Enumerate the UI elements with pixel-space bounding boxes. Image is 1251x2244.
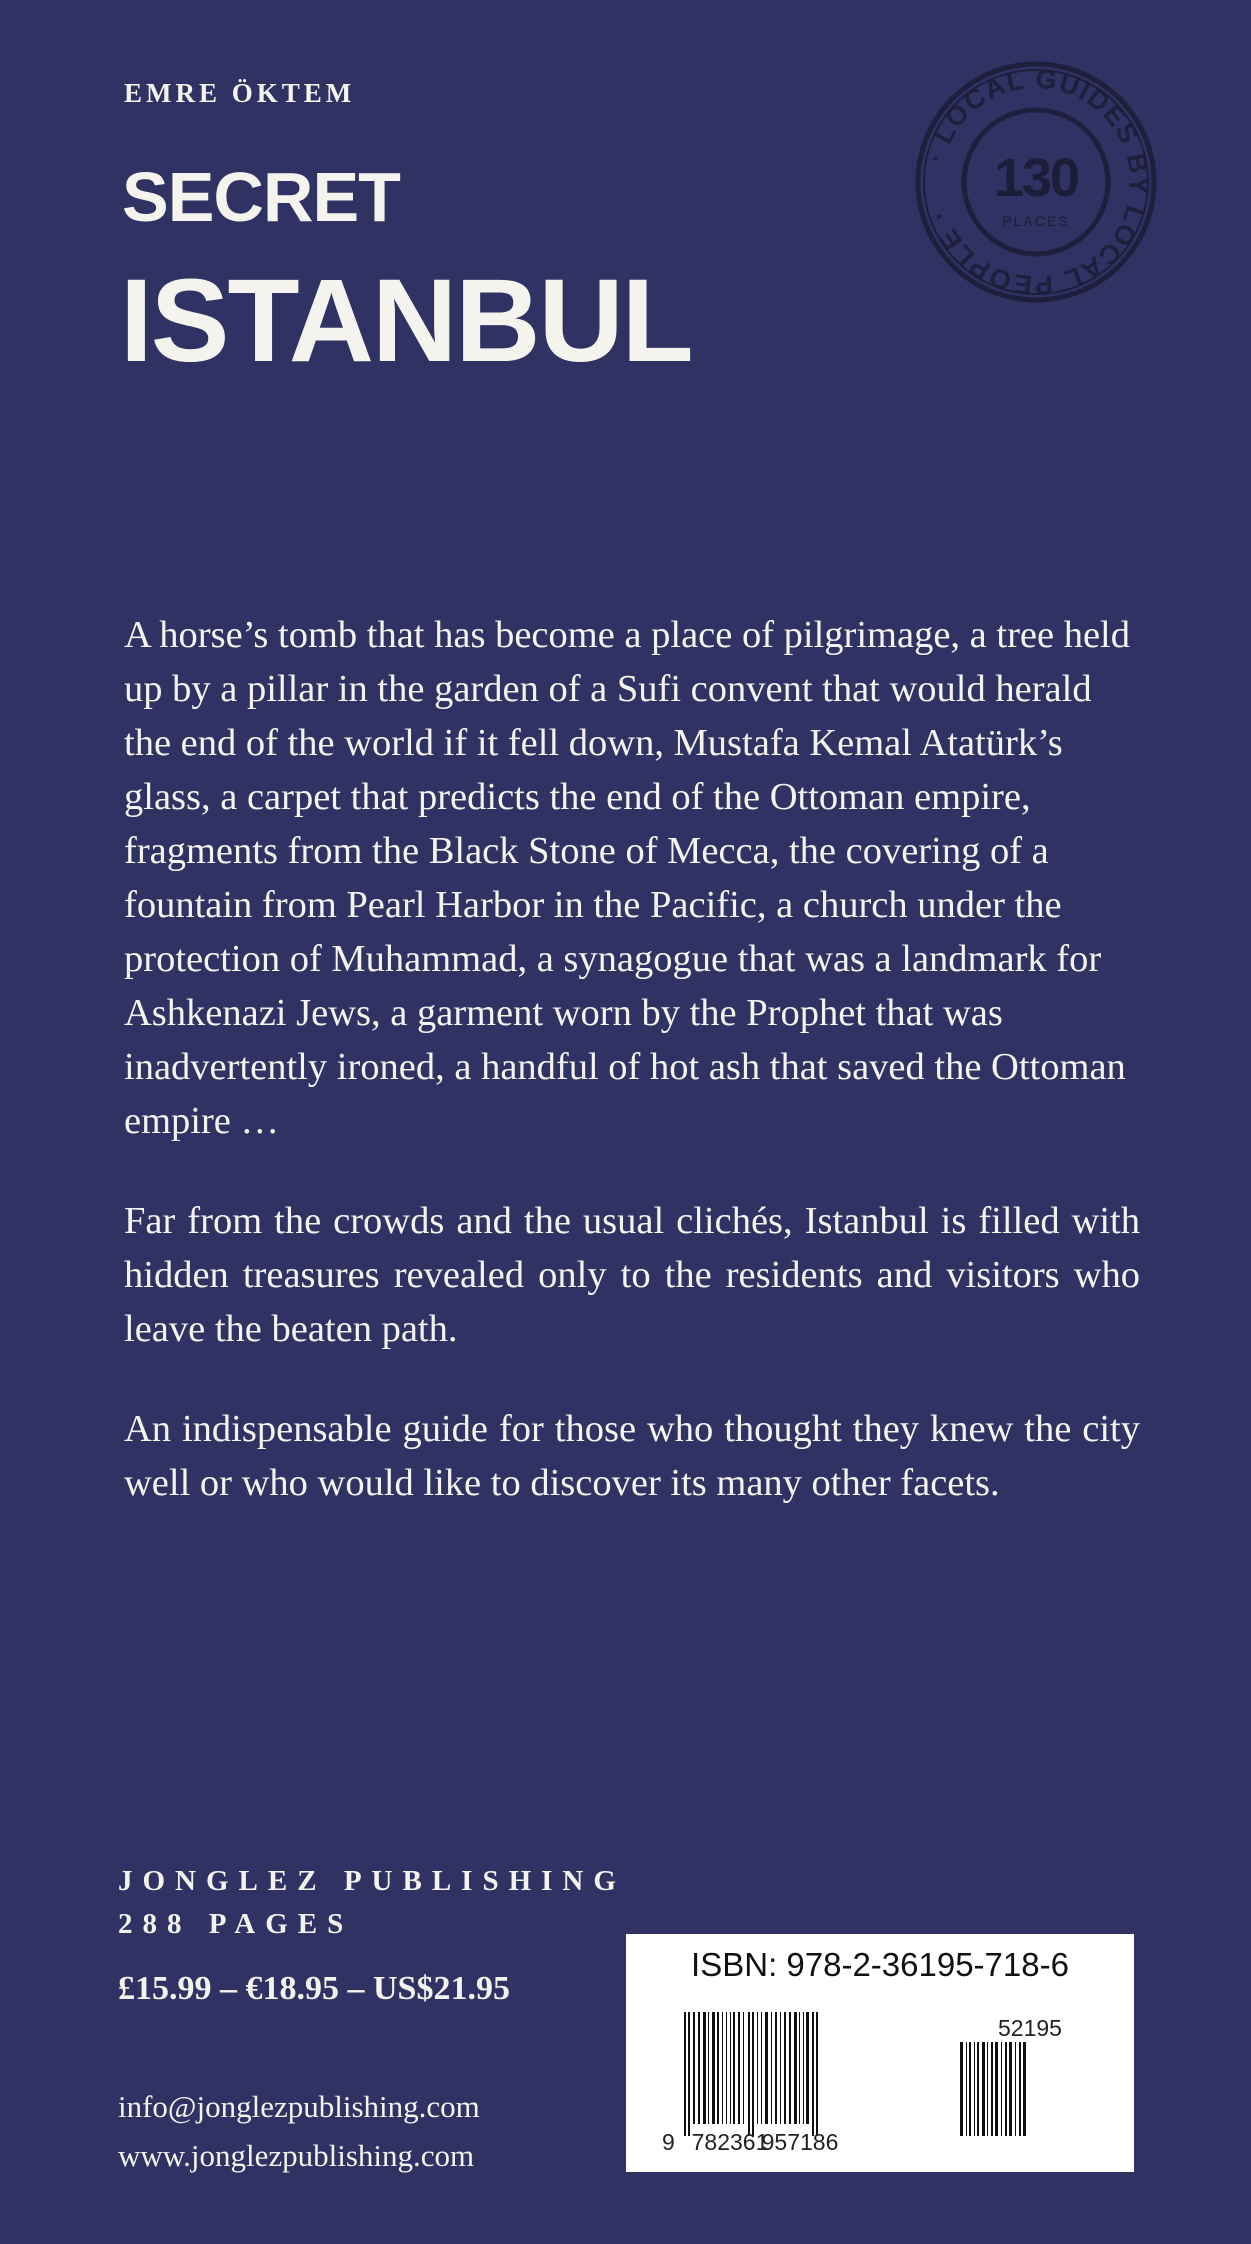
publisher-info [118,1860,626,1946]
publisher-name: JONGLEZ PUBLISHING [118,1865,626,1897]
barcode-bar [765,2012,768,2124]
contact-info [118,2082,480,2180]
barcode-addon-digits: 52195 [998,2015,1062,2041]
barcode-graphic [626,1934,1134,2172]
barcode-group-1: 782361 [691,2129,769,2155]
barcode-bar [1015,2042,1016,2136]
stamp-number: 130 [993,148,1079,208]
barcode-bar [717,2012,719,2124]
barcode-bar [748,2012,750,2136]
barcode-bar [722,2012,723,2124]
barcode-bar [969,2042,971,2136]
barcode-bar [761,2012,762,2124]
barcode-bar [784,2012,786,2124]
stamp-ring-text: · LOCAL GUIDES BY LOCAL PEOPLE · [920,63,1155,301]
barcode-bar [743,2012,744,2124]
author-name: EMRE ÖKTEM [124,78,356,108]
barcode-bar [730,2012,731,2124]
barcode-bar [684,2012,686,2136]
barcode-bar [688,2012,690,2136]
barcode-lead-digit: 9 [662,2129,675,2155]
barcode-bar [1009,2042,1012,2136]
barcode-bar [987,2042,988,2136]
barcode-bar [771,2012,772,2124]
barcode-bar [752,2012,754,2136]
barcode-bar [703,2012,706,2124]
barcode-bar [816,2012,818,2136]
barcode-bar [1023,2042,1026,2136]
barcode-bar [780,2012,781,2124]
barcode-group-2: 957186 [761,2129,839,2155]
local-guides-stamp [912,58,1160,306]
blurb-paragraph-2: Far from the crowds and the usual clichés, Istanbul is filled with hidden treasures revealed only to the residents and visitors who leave the beaten path. [124,1200,1140,1350]
back-cover-blurb [124,608,1140,1556]
title-city: ISTANBUL [120,255,692,387]
barcode-bar [1019,2042,1021,2136]
barcode-bar [733,2012,735,2124]
price-list: £15.99 – €18.95 – US$21.95 [118,1970,510,2007]
barcode-bar [775,2012,777,2124]
barcode-bar [726,2012,727,2124]
barcode-bar [812,2012,814,2136]
barcode-bar [794,2012,797,2124]
barcode-bar [982,2042,985,2136]
barcode-bar [757,2012,758,2124]
barcode-panel [626,1934,1134,2172]
barcode-bar [1005,2042,1007,2136]
barcode-bar [708,2012,709,2124]
barcode-bar [974,2042,975,2136]
stamp-label: PLACES [1002,213,1070,229]
barcode-bar [991,2042,993,2136]
isbn-label: ISBN: 978-2-36195-718-6 [691,1946,1069,1983]
barcode-bar [799,2012,800,2124]
contact-email[interactable]: info@jonglezpublishing.com [118,2089,480,2124]
barcode-bar [960,2042,963,2136]
barcode-bar [789,2012,791,2124]
contact-website[interactable]: www.jonglezpublishing.com [118,2138,475,2173]
barcode-bar [1001,2042,1002,2136]
blurb-paragraph-3: An indispensable guide for those who thought they knew the city well or who would like to discover its many other facets. [124,1408,1140,1504]
barcode-bar [698,2012,700,2124]
barcode-bar [693,2012,695,2124]
barcode-bar [803,2012,804,2124]
blurb-paragraph-1: A horse’s tomb that has become a place of pilgrimage, a tree held up by a pillar in the garden of a Sufi convent that would herald the end of the world if it fell down, Mustafa Kemal Atatürk’s glass, a carpet that predicts the end of the Ottoman empire, fragments from the Black Stone of Mecca, the covering of a fountain from Pearl Harbor in the Pacific, a church under the protection of Muhammad, a synagogue that was a landmark for Ashkenazi Jews, a garment worn by the Prophet that was inadvertently ironed, a handful of hot ash that saved the Ottoman empire … [124,614,1131,1142]
barcode-bar [966,2042,967,2136]
barcode-bar [738,2012,740,2124]
barcode-bar [712,2012,715,2124]
barcode-bar [995,2042,998,2136]
title-secret: SECRET [122,158,400,236]
page-count: 288 PAGES [118,1908,354,1940]
barcode-bar [977,2042,979,2136]
barcode-bar [806,2012,809,2124]
